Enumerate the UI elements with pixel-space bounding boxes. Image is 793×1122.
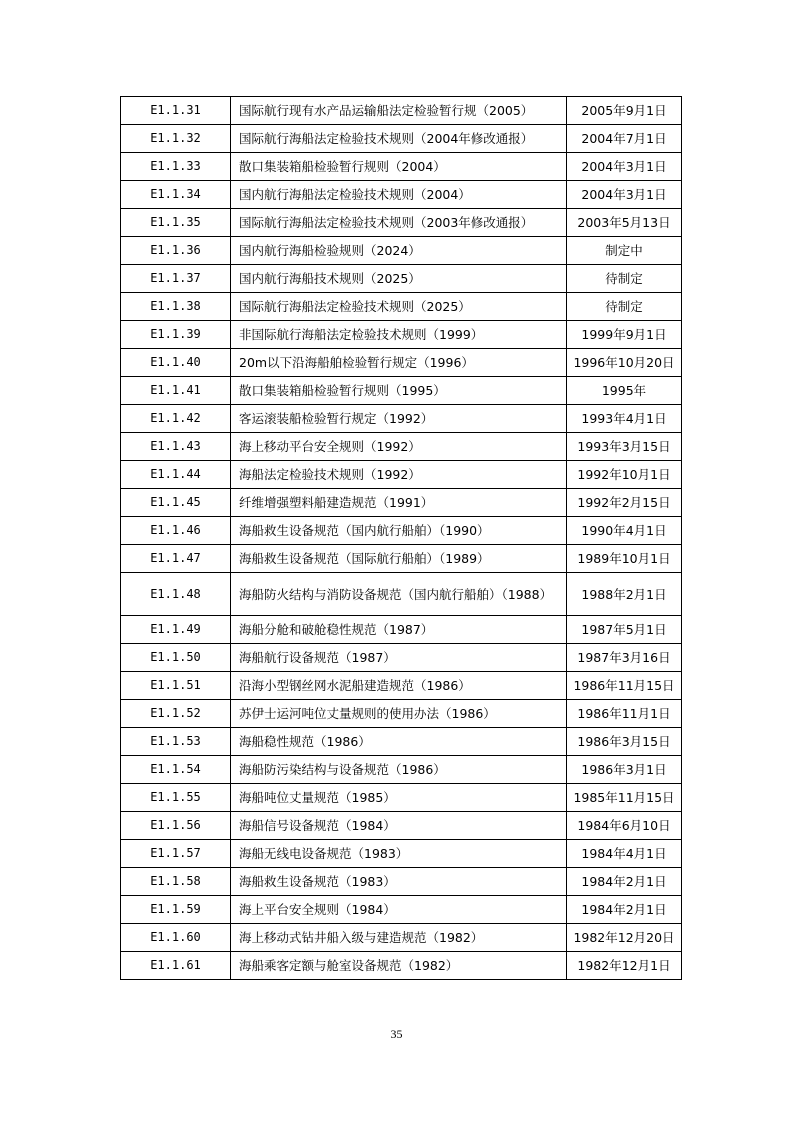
regulation-title-cell: 海上平台安全规则（1984）	[231, 896, 567, 924]
effective-date-cell: 1986年11月15日	[567, 672, 682, 700]
effective-date-cell: 1996年10月20日	[567, 349, 682, 377]
effective-date-cell: 1986年3月15日	[567, 728, 682, 756]
regulation-code-cell: E1.1.44	[121, 461, 231, 489]
regulation-code-cell: E1.1.42	[121, 405, 231, 433]
effective-date-cell: 1993年4月1日	[567, 405, 682, 433]
table-row	[121, 616, 682, 644]
effective-date-cell: 1987年3月16日	[567, 644, 682, 672]
regulation-title-cell: 客运滚装船检验暂行规定（1992）	[231, 405, 567, 433]
effective-date-cell: 1984年2月1日	[567, 868, 682, 896]
effective-date-cell: 1985年11月15日	[567, 784, 682, 812]
table-row	[121, 868, 682, 896]
regulation-code-cell: E1.1.57	[121, 840, 231, 868]
regulations-table-body	[121, 97, 682, 980]
table-row	[121, 209, 682, 237]
regulation-title-cell: 国内航行海船检验规则（2024）	[231, 237, 567, 265]
regulation-title-cell: 海上移动平台安全规则（1992）	[231, 433, 567, 461]
effective-date-cell: 2004年3月1日	[567, 181, 682, 209]
regulation-code-cell: E1.1.51	[121, 672, 231, 700]
table-row	[121, 321, 682, 349]
effective-date-cell: 2004年3月1日	[567, 153, 682, 181]
regulation-code-cell: E1.1.59	[121, 896, 231, 924]
regulation-code-cell: E1.1.35	[121, 209, 231, 237]
regulation-title-cell: 海船救生设备规范（1983）	[231, 868, 567, 896]
regulation-code-cell: E1.1.39	[121, 321, 231, 349]
regulation-code-cell: E1.1.47	[121, 545, 231, 573]
effective-date-cell: 1995年	[567, 377, 682, 405]
effective-date-cell: 2003年5月13日	[567, 209, 682, 237]
effective-date-cell: 1992年2月15日	[567, 489, 682, 517]
regulation-code-cell: E1.1.37	[121, 265, 231, 293]
table-row	[121, 728, 682, 756]
table-row	[121, 545, 682, 573]
regulation-code-cell: E1.1.52	[121, 700, 231, 728]
regulation-code-cell: E1.1.32	[121, 125, 231, 153]
regulation-code-cell: E1.1.45	[121, 489, 231, 517]
effective-date-cell: 1984年6月10日	[567, 812, 682, 840]
table-row	[121, 405, 682, 433]
effective-date-cell: 1986年3月1日	[567, 756, 682, 784]
effective-date-cell: 待制定	[567, 293, 682, 321]
regulation-title-cell: 国际航行海船法定检验技术规则（2003年修改通报）	[231, 209, 567, 237]
regulation-title-cell: 海船吨位丈量规范（1985）	[231, 784, 567, 812]
effective-date-cell: 1988年2月1日	[567, 573, 682, 616]
table-row	[121, 952, 682, 980]
table-row	[121, 812, 682, 840]
regulation-code-cell: E1.1.49	[121, 616, 231, 644]
effective-date-cell: 制定中	[567, 237, 682, 265]
regulation-code-cell: E1.1.55	[121, 784, 231, 812]
table-row	[121, 237, 682, 265]
effective-date-cell: 2005年9月1日	[567, 97, 682, 125]
table-row	[121, 573, 682, 616]
regulation-title-cell: 苏伊士运河吨位丈量规则的使用办法（1986）	[231, 700, 567, 728]
regulation-title-cell: 海船乘客定额与舱室设备规范（1982）	[231, 952, 567, 980]
regulation-code-cell: E1.1.54	[121, 756, 231, 784]
effective-date-cell: 1989年10月1日	[567, 545, 682, 573]
regulation-title-cell: 国内航行海船法定检验技术规则（2004）	[231, 181, 567, 209]
effective-date-cell: 待制定	[567, 265, 682, 293]
regulation-title-cell: 国际航行海船法定检验技术规则（2025）	[231, 293, 567, 321]
table-row	[121, 377, 682, 405]
regulation-title-cell: 海船稳性规范（1986）	[231, 728, 567, 756]
table-row	[121, 489, 682, 517]
regulation-title-cell: 海船信号设备规范（1984）	[231, 812, 567, 840]
table-row	[121, 153, 682, 181]
table-row	[121, 265, 682, 293]
table-row	[121, 700, 682, 728]
table-row	[121, 924, 682, 952]
effective-date-cell: 2004年7月1日	[567, 125, 682, 153]
table-row	[121, 840, 682, 868]
regulation-code-cell: E1.1.38	[121, 293, 231, 321]
effective-date-cell: 1984年4月1日	[567, 840, 682, 868]
regulation-code-cell: E1.1.34	[121, 181, 231, 209]
table-row	[121, 125, 682, 153]
regulation-title-cell: 海船法定检验技术规则（1992）	[231, 461, 567, 489]
regulation-title-cell: 海船防火结构与消防设备规范（国内航行船舶）（1988）	[231, 573, 567, 616]
effective-date-cell: 1990年4月1日	[567, 517, 682, 545]
regulation-code-cell: E1.1.41	[121, 377, 231, 405]
table-row	[121, 517, 682, 545]
regulation-code-cell: E1.1.33	[121, 153, 231, 181]
regulation-title-cell: 海船救生设备规范（国内航行船舶）（1990）	[231, 517, 567, 545]
table-row	[121, 97, 682, 125]
table-row	[121, 433, 682, 461]
regulation-title-cell: 海船航行设备规范（1987）	[231, 644, 567, 672]
table-row	[121, 784, 682, 812]
page-number: 35	[390, 1027, 403, 1041]
regulation-title-cell: 国内航行海船技术规则（2025）	[231, 265, 567, 293]
table-row	[121, 349, 682, 377]
table-row	[121, 181, 682, 209]
table-row	[121, 756, 682, 784]
regulation-title-cell: 纤维增强塑料船建造规范（1991）	[231, 489, 567, 517]
regulation-code-cell: E1.1.40	[121, 349, 231, 377]
effective-date-cell: 1982年12月20日	[567, 924, 682, 952]
table-row	[121, 644, 682, 672]
regulation-title-cell: 散口集装箱船检验暂行规则（2004）	[231, 153, 567, 181]
regulation-title-cell: 海上移动式钻井船入级与建造规范（1982）	[231, 924, 567, 952]
regulation-title-cell: 海船防污染结构与设备规范（1986）	[231, 756, 567, 784]
effective-date-cell: 1982年12月1日	[567, 952, 682, 980]
regulation-code-cell: E1.1.43	[121, 433, 231, 461]
table-row	[121, 293, 682, 321]
regulation-title-cell: 国际航行海船法定检验技术规则（2004年修改通报）	[231, 125, 567, 153]
table-row	[121, 461, 682, 489]
table-row	[121, 896, 682, 924]
effective-date-cell: 1993年3月15日	[567, 433, 682, 461]
effective-date-cell: 1984年2月1日	[567, 896, 682, 924]
regulation-title-cell: 海船救生设备规范（国际航行船舶）（1989）	[231, 545, 567, 573]
regulation-title-cell: 散口集装箱船检验暂行规则（1995）	[231, 377, 567, 405]
regulation-code-cell: E1.1.58	[121, 868, 231, 896]
effective-date-cell: 1999年9月1日	[567, 321, 682, 349]
regulation-code-cell: E1.1.46	[121, 517, 231, 545]
regulation-code-cell: E1.1.53	[121, 728, 231, 756]
regulation-code-cell: E1.1.31	[121, 97, 231, 125]
effective-date-cell: 1987年5月1日	[567, 616, 682, 644]
effective-date-cell: 1992年10月1日	[567, 461, 682, 489]
regulation-code-cell: E1.1.56	[121, 812, 231, 840]
regulation-title-cell: 沿海小型钢丝网水泥船建造规范（1986）	[231, 672, 567, 700]
effective-date-cell: 1986年11月1日	[567, 700, 682, 728]
table-row	[121, 672, 682, 700]
regulation-title-cell: 20m以下沿海船舶检验暂行规定（1996）	[231, 349, 567, 377]
regulation-code-cell: E1.1.50	[121, 644, 231, 672]
regulation-code-cell: E1.1.36	[121, 237, 231, 265]
regulation-title-cell: 国际航行现有水产品运输船法定检验暂行规（2005）	[231, 97, 567, 125]
regulation-title-cell: 非国际航行海船法定检验技术规则（1999）	[231, 321, 567, 349]
regulations-table	[120, 96, 682, 980]
regulation-code-cell: E1.1.48	[121, 573, 231, 616]
regulation-title-cell: 海船分舱和破舱稳性规范（1987）	[231, 616, 567, 644]
regulation-code-cell: E1.1.60	[121, 924, 231, 952]
regulation-code-cell: E1.1.61	[121, 952, 231, 980]
regulation-title-cell: 海船无线电设备规范（1983）	[231, 840, 567, 868]
